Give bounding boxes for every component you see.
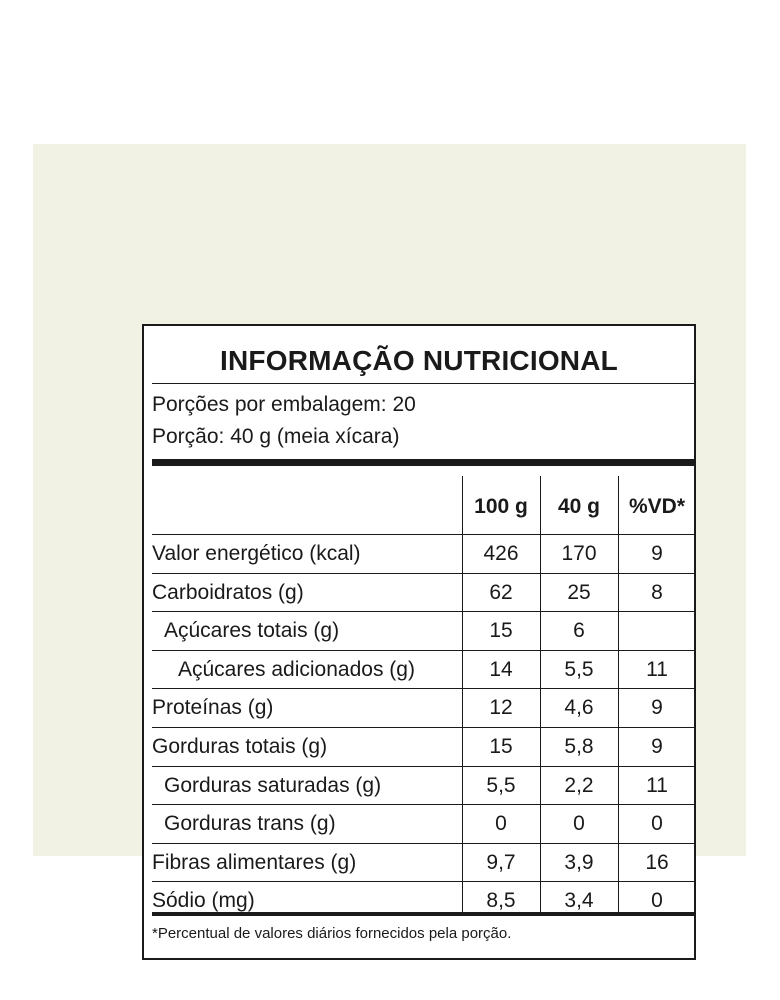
nutrient-name: Fibras alimentares (g) — [152, 850, 357, 874]
value-vd: 8 — [651, 580, 663, 604]
value-40g: 25 — [567, 580, 591, 604]
value-100g: 426 — [483, 542, 519, 565]
value-100g: 9,7 — [486, 850, 516, 874]
table-row — [144, 612, 694, 650]
background-panel — [33, 144, 746, 942]
value-100g: 15 — [489, 735, 513, 758]
label-title: INFORMAÇÃO NUTRICIONAL — [220, 345, 618, 376]
table-row — [144, 574, 694, 612]
table-row — [144, 767, 694, 805]
nutrient-name: Gorduras trans (g) — [164, 812, 336, 836]
thick-divider — [152, 459, 694, 466]
value-vd: 11 — [646, 657, 668, 681]
value-vd: 9 — [651, 542, 663, 565]
nutrient-name: Açúcares totais (g) — [164, 619, 340, 643]
bottom-divider — [152, 912, 694, 916]
nutrition-label — [142, 324, 696, 960]
table-row — [144, 844, 694, 882]
value-40g: 170 — [561, 542, 597, 565]
value-40g: 3,9 — [564, 850, 594, 874]
value-vd: 9 — [651, 735, 663, 758]
table-row — [144, 535, 694, 573]
nutrient-name: Açúcares adicionados (g) — [178, 657, 415, 681]
value-100g: 12 — [489, 696, 513, 720]
nutrient-name: Proteínas (g) — [152, 696, 274, 720]
nutrient-name: Gorduras saturadas (g) — [164, 773, 382, 797]
value-40g: 4,6 — [564, 696, 594, 720]
nutrient-name: Sódio (mg) — [152, 889, 255, 913]
value-40g: 5,5 — [564, 657, 594, 681]
table-row — [144, 805, 694, 843]
value-100g: 15 — [489, 619, 513, 643]
column-header-40g: 40 g — [557, 495, 601, 518]
table-row — [144, 651, 694, 689]
value-100g: 5,5 — [486, 773, 516, 797]
value-40g: 5,8 — [564, 735, 594, 758]
portions-per-package: Porções por embalagem: 20 — [152, 393, 416, 416]
value-100g: 14 — [489, 657, 513, 681]
value-vd — [618, 612, 696, 650]
title-divider — [152, 383, 694, 384]
table-header-row — [144, 476, 694, 524]
value-40g: 2,2 — [564, 773, 594, 797]
nutrient-name: Valor energético (kcal) — [152, 542, 361, 565]
value-vd: 11 — [646, 773, 668, 797]
value-vd: 16 — [645, 850, 669, 874]
table-row — [144, 689, 694, 727]
value-40g: 6 — [573, 619, 585, 643]
nutrient-name: Carboidratos (g) — [152, 580, 304, 604]
footnote: *Percentual de valores diários fornecidos pela porção. — [152, 925, 512, 942]
value-40g: 0 — [573, 812, 585, 836]
nutrient-name: Gorduras totais (g) — [152, 735, 328, 758]
value-100g: 0 — [495, 812, 507, 836]
portion-size: Porção: 40 g (meia xícara) — [152, 425, 400, 448]
value-vd: 0 — [651, 889, 663, 913]
value-100g: 62 — [489, 580, 513, 604]
value-vd: 9 — [651, 696, 663, 720]
table-row — [144, 728, 694, 766]
column-header-100g: 100 g — [474, 495, 528, 518]
value-100g: 8,5 — [486, 889, 516, 913]
value-40g: 3,4 — [564, 889, 594, 913]
column-header-vd: %VD* — [628, 495, 686, 518]
value-vd: 0 — [651, 812, 663, 836]
